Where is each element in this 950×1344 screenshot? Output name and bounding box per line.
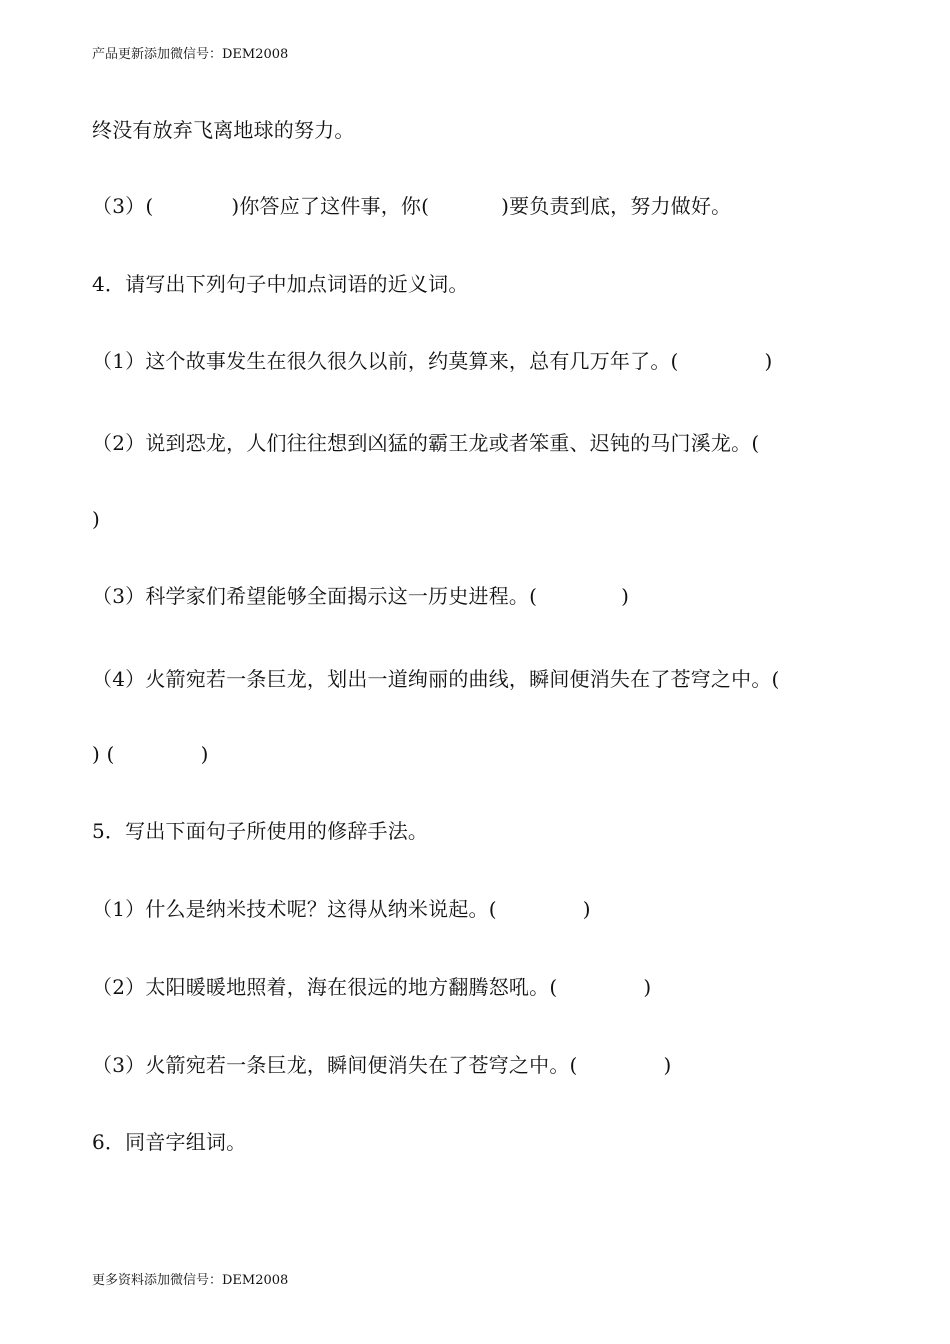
line-part: ) ( bbox=[92, 742, 115, 766]
question-4-item-1 bbox=[92, 347, 773, 375]
line-part: )你答应了这件事，你( bbox=[231, 194, 430, 218]
page-footer: 更多资料添加微信号：DEM2008 bbox=[92, 1273, 289, 1288]
question-3-item-3 bbox=[92, 192, 731, 220]
line-part: ) bbox=[200, 742, 209, 766]
question-5-item-2 bbox=[92, 973, 651, 1001]
line-part: （3）( bbox=[92, 194, 154, 218]
question-4-item-3 bbox=[92, 582, 629, 610]
text-line-1: 终没有放弃飞离地球的努力。 bbox=[92, 118, 355, 142]
question-5-item-3 bbox=[92, 1051, 672, 1079]
line-part: （3）火箭宛若一条巨龙，瞬间便消失在了苍穹之中。( bbox=[92, 1053, 578, 1077]
line-part: )要负责到底，努力做好。 bbox=[501, 194, 732, 218]
line-part: ) bbox=[621, 584, 630, 608]
line-part: （3）科学家们希望能够全面揭示这一历史进程。( bbox=[92, 584, 538, 608]
question-4-item-2: （2）说到恐龙，人们往往想到凶猛的霸王龙或者笨重、迟钝的马门溪龙。( bbox=[92, 431, 760, 455]
question-5-item-1 bbox=[92, 895, 591, 923]
question-4-item-4-cont bbox=[92, 740, 209, 768]
question-6-title: 6．同音字组词。 bbox=[92, 1130, 247, 1154]
line-part: ) bbox=[663, 1053, 672, 1077]
line-part: （1）什么是纳米技术呢？这得从纳米说起。( bbox=[92, 897, 497, 921]
page-header: 产品更新添加微信号：DEM2008 bbox=[92, 47, 289, 62]
line-part: （1）这个故事发生在很久很久以前，约莫算来，总有几万年了。( bbox=[92, 349, 679, 373]
line-part: ) bbox=[643, 975, 652, 999]
line-part: ) bbox=[764, 349, 773, 373]
question-4-item-4: （4）火箭宛若一条巨龙，划出一道绚丽的曲线，瞬间便消失在了苍穹之中。( bbox=[92, 667, 780, 691]
question-4-item-2-cont: ) bbox=[92, 507, 101, 531]
question-5-title: 5．写出下面句子所使用的修辞手法。 bbox=[92, 819, 429, 843]
line-part: （2）太阳暖暖地照着，海在很远的地方翻腾怒吼。( bbox=[92, 975, 558, 999]
question-4-title: 4．请写出下列句子中加点词语的近义词。 bbox=[92, 272, 469, 296]
line-part: ) bbox=[582, 897, 591, 921]
